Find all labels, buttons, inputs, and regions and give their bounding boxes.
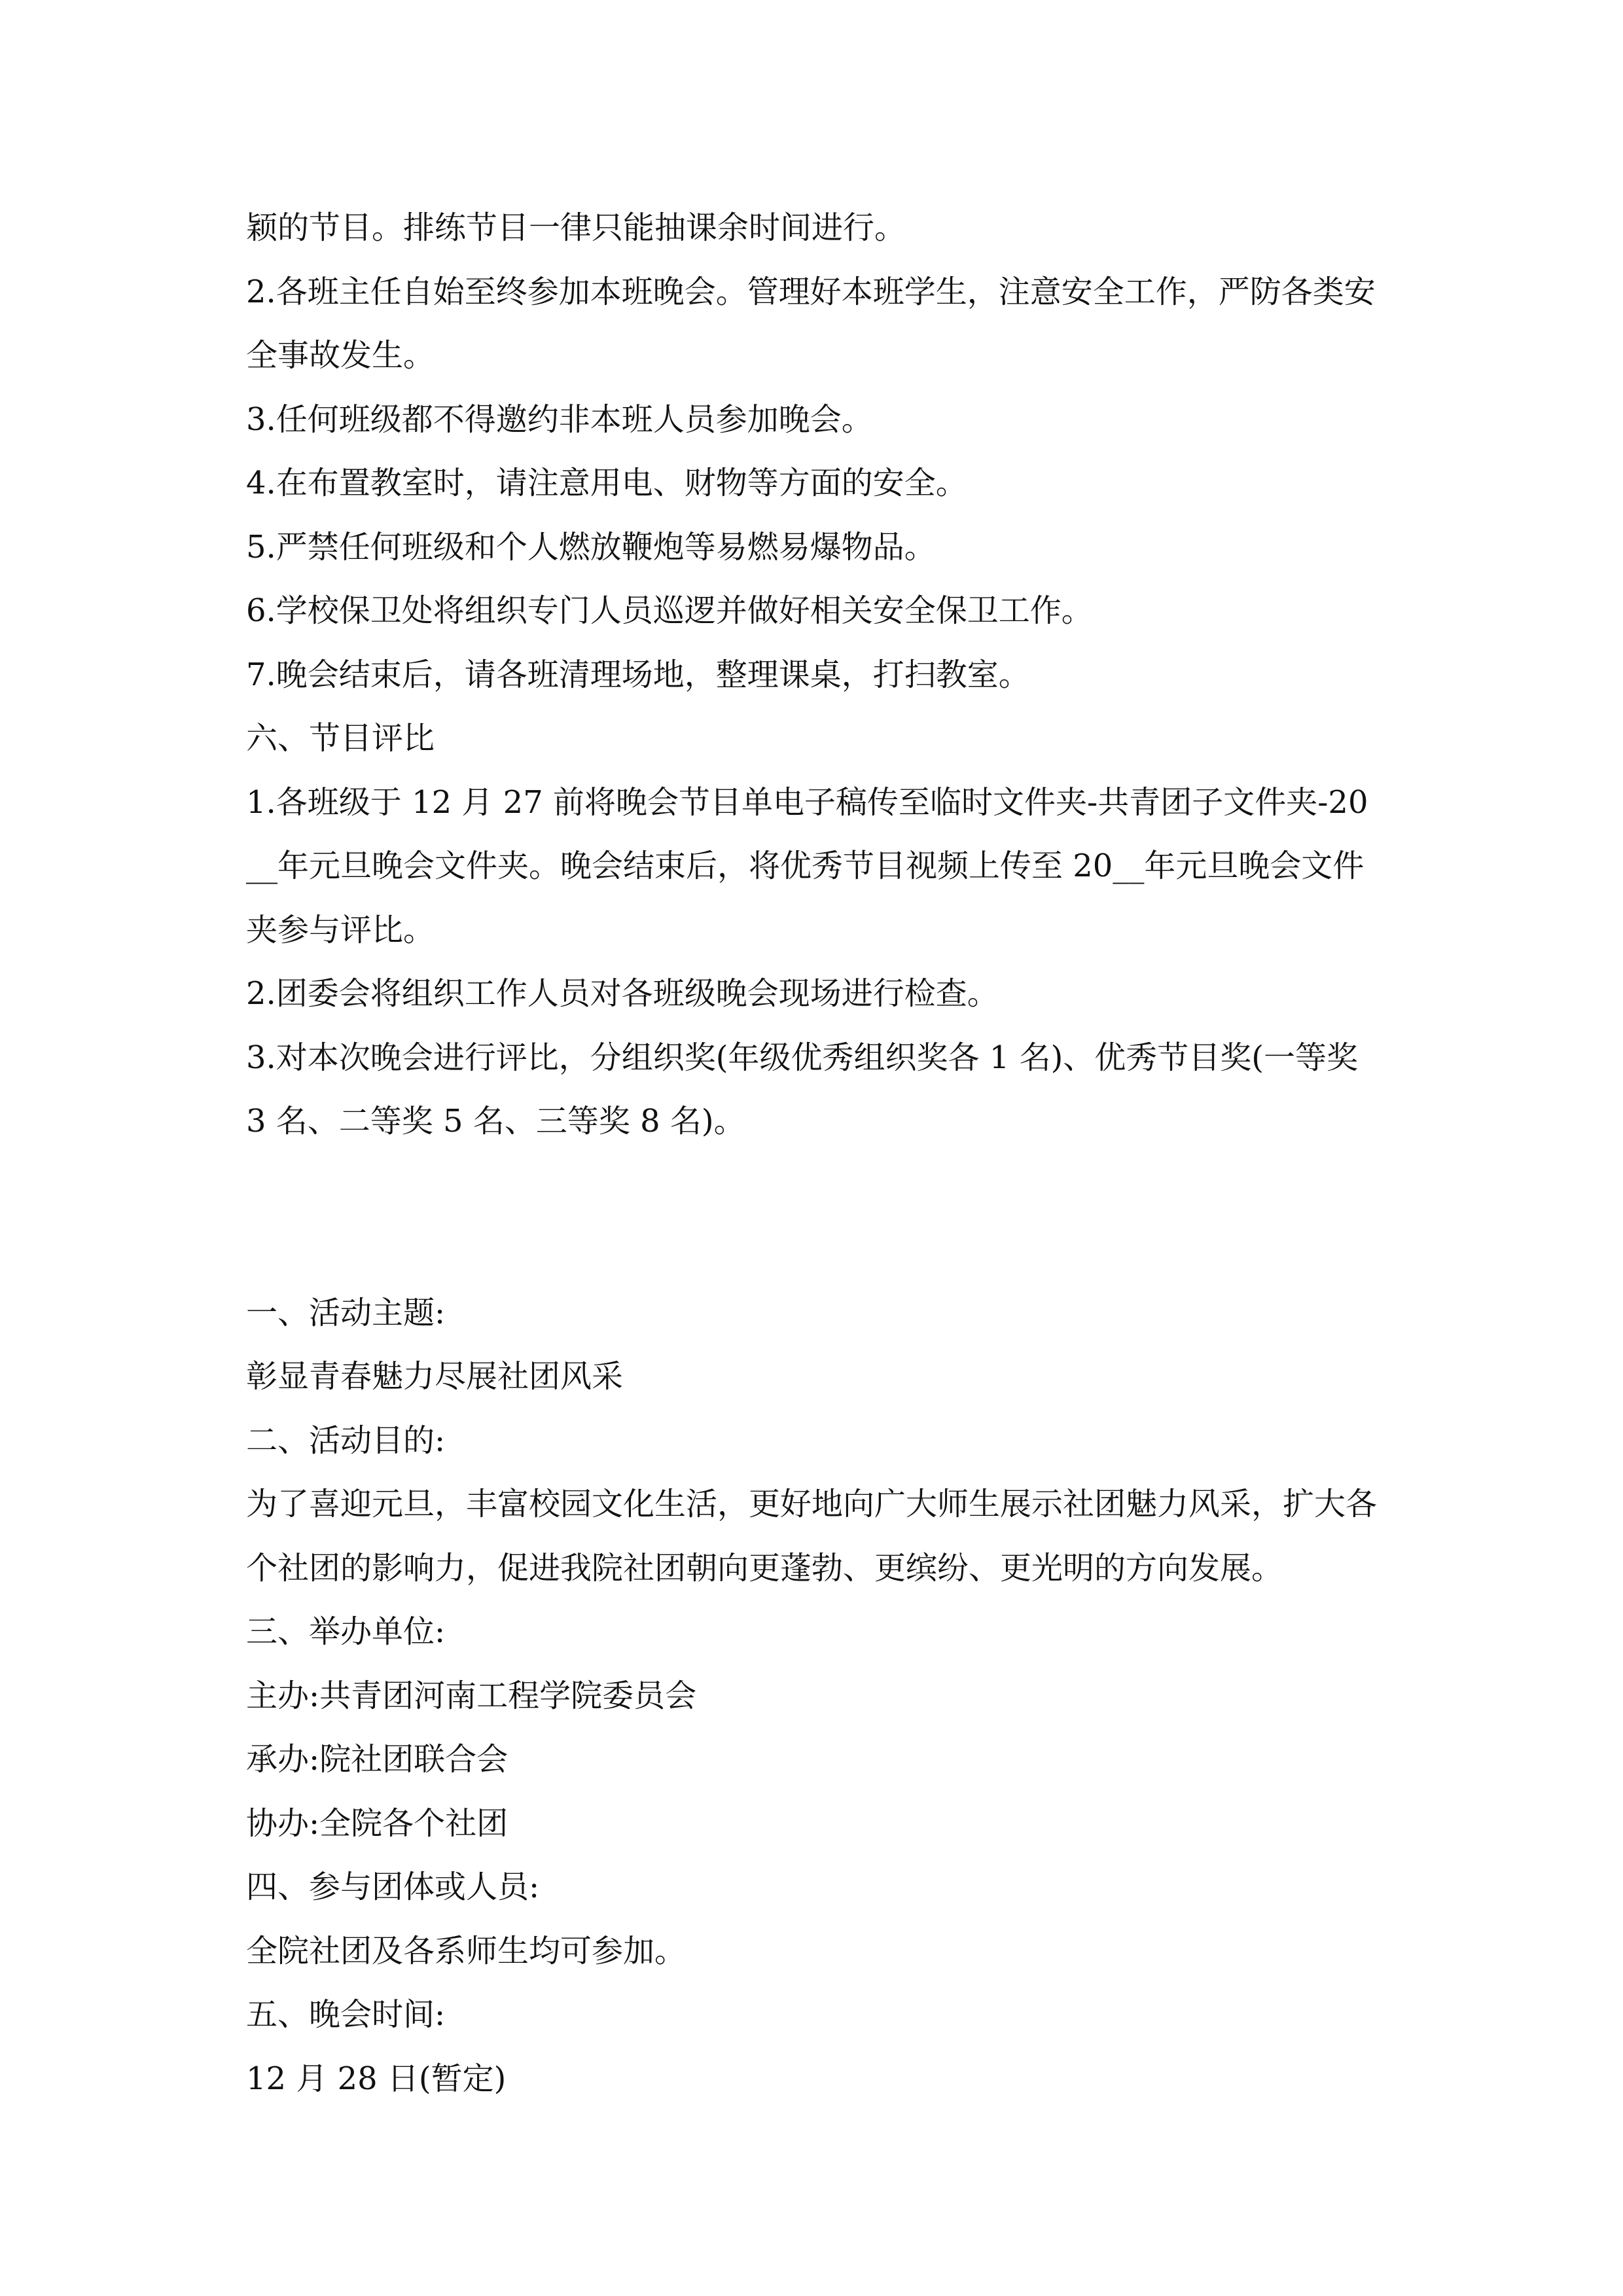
section-heading-purpose: 二、活动目的:: [246, 1422, 446, 1459]
rule-item-5: 5.严禁任何班级和个人燃放鞭炮等易燃易爆物品。: [246, 528, 936, 565]
evaluation-item-2: 2.团委会将组织工作人员对各班级晚会现场进行检查。: [246, 975, 999, 1012]
rule-item-6: 6.学校保卫处将组织专门人员巡逻并做好相关安全保卫工作。: [246, 592, 1093, 629]
evaluation-item-3: 3.对本次晚会进行评比，分组织奖(年级优秀组织奖各 1 名)、优秀节目奖(一等奖 3 名、二等奖 5 名、三等奖 8 名)。: [246, 1039, 1359, 1139]
section-heading-evaluation: 六、节目评比: [246, 720, 435, 757]
party-date: 12 月 28 日(暂定): [246, 2060, 507, 2097]
section-heading-time: 五、晚会时间:: [246, 1996, 446, 2033]
rule-item-2: 2.各班主任自始至终参加本班晚会。管理好本班学生，注意安全工作，严防各类安全事故发生。: [246, 273, 1376, 374]
section-spacer: [246, 1154, 1382, 1282]
paragraph-program-rehearsal: 颖的节目。排练节目一律只能抽课余时间进行。: [246, 209, 906, 246]
activity-theme: 彰显青春魅力尽展社团风采: [246, 1358, 624, 1395]
organizer-host: 主办:共青团河南工程学院委员会: [246, 1677, 697, 1714]
organizer-undertaker: 承办:院社团联合会: [246, 1741, 508, 1778]
rule-item-3: 3.任何班级都不得邀约非本班人员参加晚会。: [246, 401, 873, 438]
section-heading-organizers: 三、举办单位:: [246, 1613, 446, 1650]
activity-purpose: 为了喜迎元旦，丰富校园文化生活，更好地向广大师生展示社团魅力风采，扩大各个社团的影响力，促进我院社团朝向更蓬勃、更缤纷、更光明的方向发展。: [246, 1486, 1378, 1587]
evaluation-item-1: 1.各班级于 12 月 27 前将晚会节目单电子稿传至临时文件夹-共青团子文件夹-20__年元旦晚会文件夹。晚会结束后，将优秀节目视频上传至 20__年元旦晚会文件夹参与评比。: [246, 783, 1368, 948]
document-body: [246, 196, 1382, 2111]
rule-item-7: 7.晚会结束后，请各班清理场地，整理课桌，打扫教室。: [246, 656, 1030, 693]
rule-item-4: 4.在布置教室时，请注意用电、财物等方面的安全。: [246, 465, 967, 501]
organizer-co-host: 协办:全院各个社团: [246, 1804, 508, 1842]
participants-text: 全院社团及各系师生均可参加。: [246, 1932, 687, 1969]
section-heading-participants: 四、参与团体或人员:: [246, 1869, 540, 1905]
section-heading-theme: 一、活动主题:: [246, 1294, 446, 1331]
